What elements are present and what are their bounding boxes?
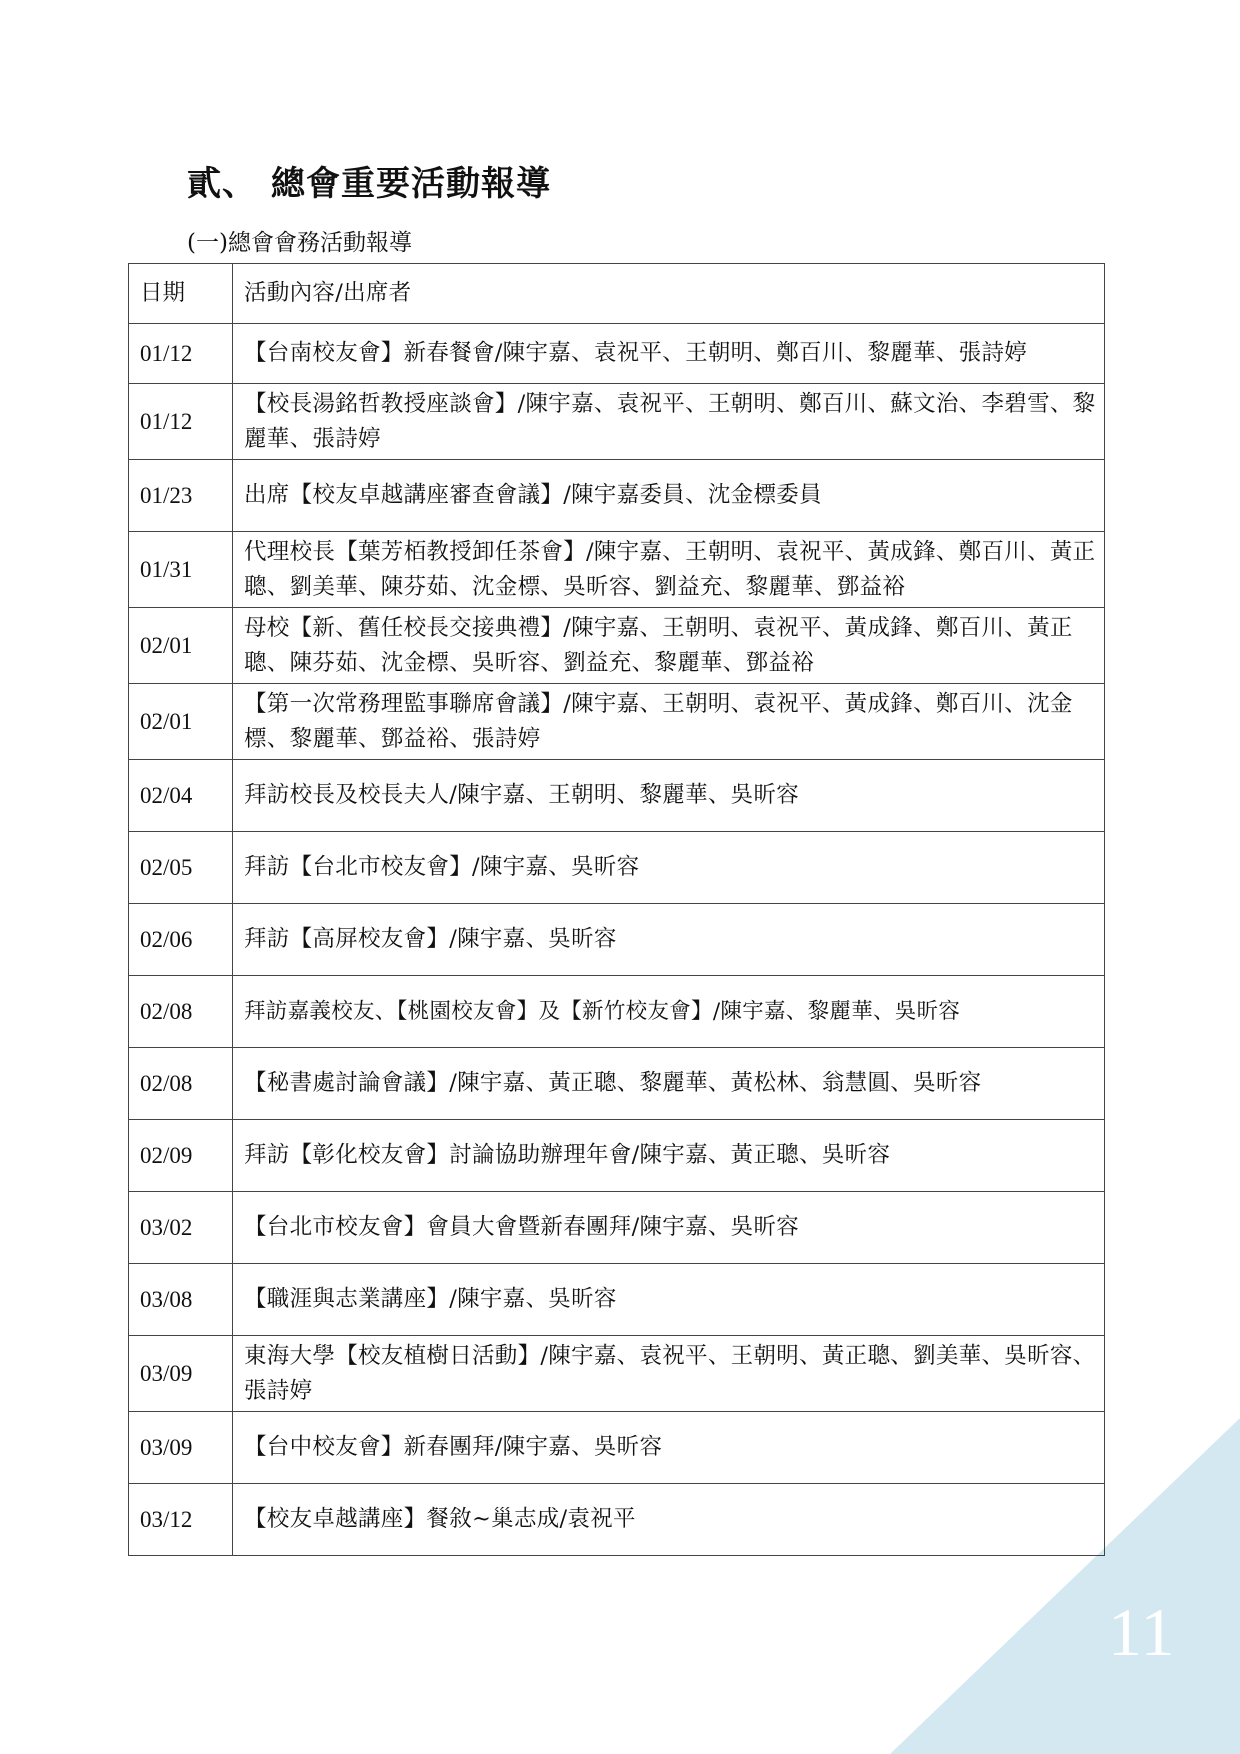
row-content: 【台南校友會】新春餐會/陳宇嘉、袁祝平、王朝明、鄭百川、黎麗華、張詩婷 <box>233 324 1105 384</box>
row-content: 拜訪嘉義校友、【桃園校友會】及【新竹校友會】/陳宇嘉、黎麗華、吳昕容 <box>233 976 1105 1048</box>
row-date: 02/08 <box>129 976 233 1048</box>
row-date: 02/06 <box>129 904 233 976</box>
page-number: 11 <box>1108 1594 1176 1670</box>
table-row <box>129 1048 1105 1120</box>
row-content: 拜訪校長及校長夫人/陳宇嘉、王朝明、黎麗華、吳昕容 <box>233 760 1105 832</box>
subsection-title: (一)總會會務活動報導 <box>187 230 412 256</box>
row-date: 03/09 <box>129 1412 233 1484</box>
row-content: 【第一次常務理監事聯席會議】/陳宇嘉、王朝明、袁祝平、黃成鋒、鄭百川、沈金標、黎麗華、鄧益裕、張詩婷 <box>233 684 1105 760</box>
row-date: 01/12 <box>129 324 233 384</box>
table-row <box>129 1264 1105 1336</box>
row-content: 【秘書處討論會議】/陳宇嘉、黃正聰、黎麗華、黃松林、翁慧圓、吳昕容 <box>233 1048 1105 1120</box>
row-date: 01/12 <box>129 384 233 460</box>
table-row <box>129 1484 1105 1556</box>
table-row <box>129 760 1105 832</box>
section-title <box>187 164 551 204</box>
row-date: 01/31 <box>129 532 233 608</box>
row-date: 03/12 <box>129 1484 233 1556</box>
row-date: 02/05 <box>129 832 233 904</box>
row-content: 【台中校友會】新春團拜/陳宇嘉、吳昕容 <box>233 1412 1105 1484</box>
table-row <box>129 324 1105 384</box>
row-content: 【職涯與志業講座】/陳宇嘉、吳昕容 <box>233 1264 1105 1336</box>
row-content: 拜訪【台北市校友會】/陳宇嘉、吳昕容 <box>233 832 1105 904</box>
table-row <box>129 1192 1105 1264</box>
table-row <box>129 904 1105 976</box>
table-row <box>129 384 1105 460</box>
row-content: 【校友卓越講座】餐敘~巢志成/袁祝平 <box>233 1484 1105 1556</box>
table-row <box>129 532 1105 608</box>
row-content: 代理校長【葉芳栢教授卸任茶會】/陳宇嘉、王朝明、袁祝平、黃成鋒、鄭百川、黃正聰、劉美華、陳芬茹、沈金標、吳昕容、劉益充、黎麗華、鄧益裕 <box>233 532 1105 608</box>
row-content: 拜訪【彰化校友會】討論協助辦理年會/陳宇嘉、黃正聰、吳昕容 <box>233 1120 1105 1192</box>
activity-table <box>128 263 1105 1556</box>
row-content: 【校長湯銘哲教授座談會】/陳宇嘉、袁祝平、王朝明、鄭百川、蘇文治、李碧雪、黎麗華、張詩婷 <box>233 384 1105 460</box>
table-row <box>129 1412 1105 1484</box>
table-row <box>129 976 1105 1048</box>
section-number: 貳、 <box>187 164 257 204</box>
table-row <box>129 832 1105 904</box>
row-date: 02/01 <box>129 684 233 760</box>
table-header-row <box>129 264 1105 324</box>
row-date: 02/08 <box>129 1048 233 1120</box>
header-content: 活動內容/出席者 <box>233 264 1105 324</box>
header-date: 日期 <box>129 264 233 324</box>
row-content: 出席【校友卓越講座審查會議】/陳宇嘉委員、沈金標委員 <box>233 460 1105 532</box>
table-row <box>129 684 1105 760</box>
row-date: 02/01 <box>129 608 233 684</box>
row-content: 母校【新、舊任校長交接典禮】/陳宇嘉、王朝明、袁祝平、黃成鋒、鄭百川、黃正聰、陳芬茹、沈金標、吳昕容、劉益充、黎麗華、鄧益裕 <box>233 608 1105 684</box>
table-row <box>129 608 1105 684</box>
table-row <box>129 1120 1105 1192</box>
row-content: 東海大學【校友植樹日活動】/陳宇嘉、袁祝平、王朝明、黃正聰、劉美華、吳昕容、張詩婷 <box>233 1336 1105 1412</box>
row-date: 02/09 <box>129 1120 233 1192</box>
table-row <box>129 1336 1105 1412</box>
row-date: 03/02 <box>129 1192 233 1264</box>
row-date: 02/04 <box>129 760 233 832</box>
row-date: 01/23 <box>129 460 233 532</box>
row-date: 03/09 <box>129 1336 233 1412</box>
section-title-text: 總會重要活動報導 <box>271 164 551 204</box>
row-date: 03/08 <box>129 1264 233 1336</box>
table-row <box>129 460 1105 532</box>
row-content: 【台北市校友會】會員大會暨新春團拜/陳宇嘉、吳昕容 <box>233 1192 1105 1264</box>
row-content: 拜訪【高屏校友會】/陳宇嘉、吳昕容 <box>233 904 1105 976</box>
